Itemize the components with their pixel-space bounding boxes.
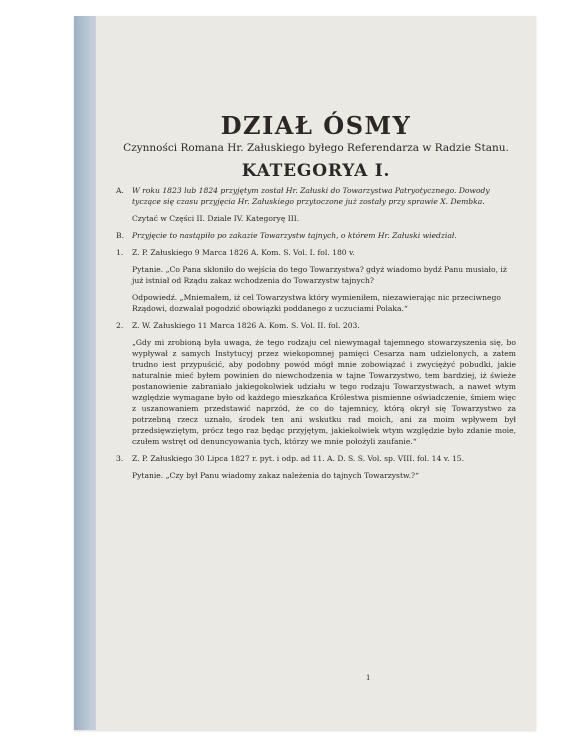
item-label: 2.	[116, 321, 124, 330]
list-item	[116, 185, 516, 207]
page-title: DZIAŁ ÓSMY	[220, 111, 412, 140]
list-item: Czytać w Części II. Dziale IV. Kategoryę III.	[132, 214, 300, 223]
item-text: Z. P. Załuskiego 9 Marca 1826 A. Kom. S. Vol. I. fol. 180 v.	[132, 248, 355, 257]
item-text: W roku 1823 lub 1824 przyjętym został Hr. Załuski do Towarzystwa Patryotycznego. Dowody tyczące się czasu przyjęcia Hr. Załuskiego przytoczone już zostały przy sprawie X. Dembka.	[132, 186, 490, 206]
item-text: Z. W. Załuskiego 11 Marca 1826 A. Kom. S. Vol. II. fol. 203.	[132, 321, 360, 330]
item-text: Z. P. Załuskiego 30 Lipca 1827 r. pyt. i odp. ad 11. A. D. S. S. Vol. sp. VIII. fol. 14 v. 15.	[132, 454, 465, 463]
list-item	[116, 230, 516, 241]
page-subtitle: Czynności Romana Hr. Załuskiego byłego Referendarza w Radzie Stanu.	[123, 142, 509, 154]
list-item	[116, 453, 516, 464]
document-content	[116, 111, 516, 487]
list-item	[116, 320, 516, 331]
item-label: A.	[116, 186, 124, 195]
page-spine	[74, 16, 96, 730]
list-item	[116, 247, 516, 258]
quote-text: „Gdy mi zrobioną była uwaga, że tego rodzaju cel niewymagał tajemnego stowarzyszenia się, bo wypływał z samych Instytucyj przez wiekopomnej pamięci Cesarza nam udzielonych, a zatem trudno iest przypuścić, aby podobny powód mógł mnie zobowiązać i zwyciężyć pobudki, jakie naturalnie mieć byłem powinien do niewchodzenia w tajne Towarzystwo, tem bardziej, iż świeże postanowienie zabraniało jakiegokolwiek udziału w tego rodzaju Towarzystwach, a nawet wtym względzie wymagane było od każdego mieszkańca Królestwa pismienne oświadczenie, śmiem więc z uszanowaniem przedstawić naprzód, że co do tajemnicy, którą okrył się Towarzystwo za potrzebną rzecz uznało, środek ten ani wskutku rad moich, ani za moim wpływem był przedsięwziętym, prócz tego raz będąc przyjętym, jakiekolwiek wtym względzie było zdanie moie, czułem wstręt od denuncyowania tych, którzy we mnie położyli zaufanie.“	[132, 338, 516, 446]
item-label: 3.	[116, 454, 124, 463]
question-text: Pytanie. „Co Pana skłoniło do wejścia do tego Towarzystwa? gdyż wiadomo bydź Panu musiało, iż już istniał od Rządu zakaz wchodzenia do Towarzystw tajnych?	[132, 265, 507, 285]
item-label: B.	[116, 231, 124, 240]
item-label: 1.	[116, 248, 124, 257]
question-text: Pytanie. „Czy był Panu wiadomy zakaz należenia do tajnych Towarzystw.?“	[132, 471, 419, 480]
item-text: Przyjęcie to nastąpiło po zakazie Towarzystw tajnych, o którem Hr. Załuski wiedział.	[132, 231, 457, 240]
page-number: 1	[366, 674, 371, 682]
answer-text: Odpowiedź. „Mniemałem, iż cel Towarzystwa który wymieniłem, niezawierając nic przeciwnego Rządowi, dozwalał pogodzić obowiązki poddanego z uczuciami Polaka.“	[132, 293, 501, 313]
category-heading: KATEGORYA I.	[241, 161, 391, 181]
